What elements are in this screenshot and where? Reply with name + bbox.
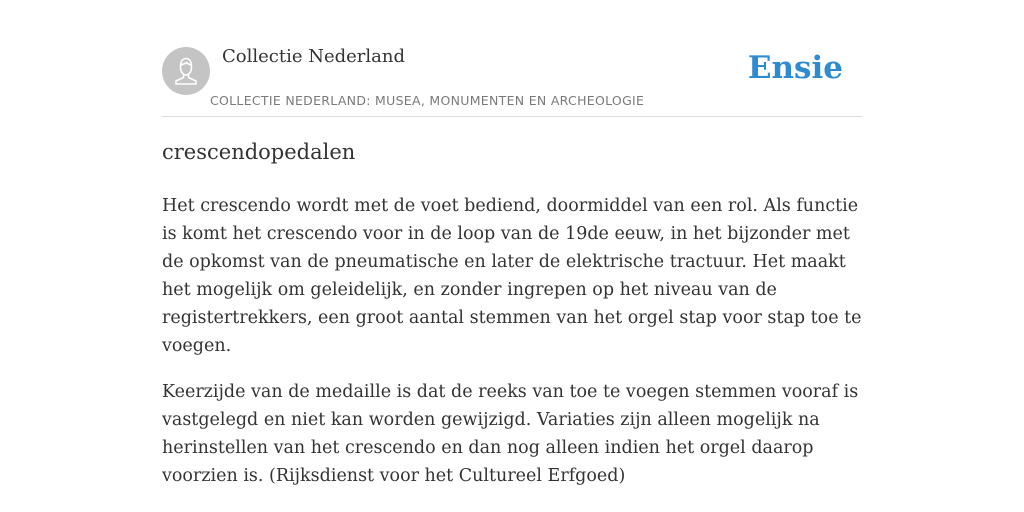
entry-paragraph: Het crescendo wordt met de voet bediend, doormiddel van een rol. Als functie is komt het crescendo voor in de loop van de 19de eeuw, in het bijzonder met de opkomst van de pneumatische en later de elektrische tractuur. Het maakt het mogelijk om geleidelijk, en zonder ingrepen op het niveau van de registertrekkers, een groot aantal stemmen van het orgel stap voor stap toe te voegen.	[162, 196, 862, 356]
entry-paragraph: Keerzijde van de medaille is dat de reeks van toe te voegen stemmen vooraf is vastgelegd en niet kan worden gewijzigd. Variaties zijn alleen mogelijk na herinstellen van het crescendo en dan nog alleen indien het orgel daarop voorzien is. (Rijksdienst voor het Cultureel Erfgoed)	[162, 382, 859, 486]
entry-card	[162, 0, 862, 486]
source-label[interactable]: COLLECTIE NEDERLAND: MUSEA, MONUMENTEN EN ARCHEOLOGIE	[210, 93, 645, 108]
entry-body	[162, 192, 862, 508]
brand-logo[interactable]: Ensie	[747, 50, 843, 86]
entry-term: crescendopedalen	[162, 140, 356, 164]
avatar[interactable]	[162, 47, 210, 95]
entry-header	[162, 0, 862, 117]
user-icon	[162, 47, 210, 95]
author-name[interactable]: Collectie Nederland	[222, 46, 406, 67]
